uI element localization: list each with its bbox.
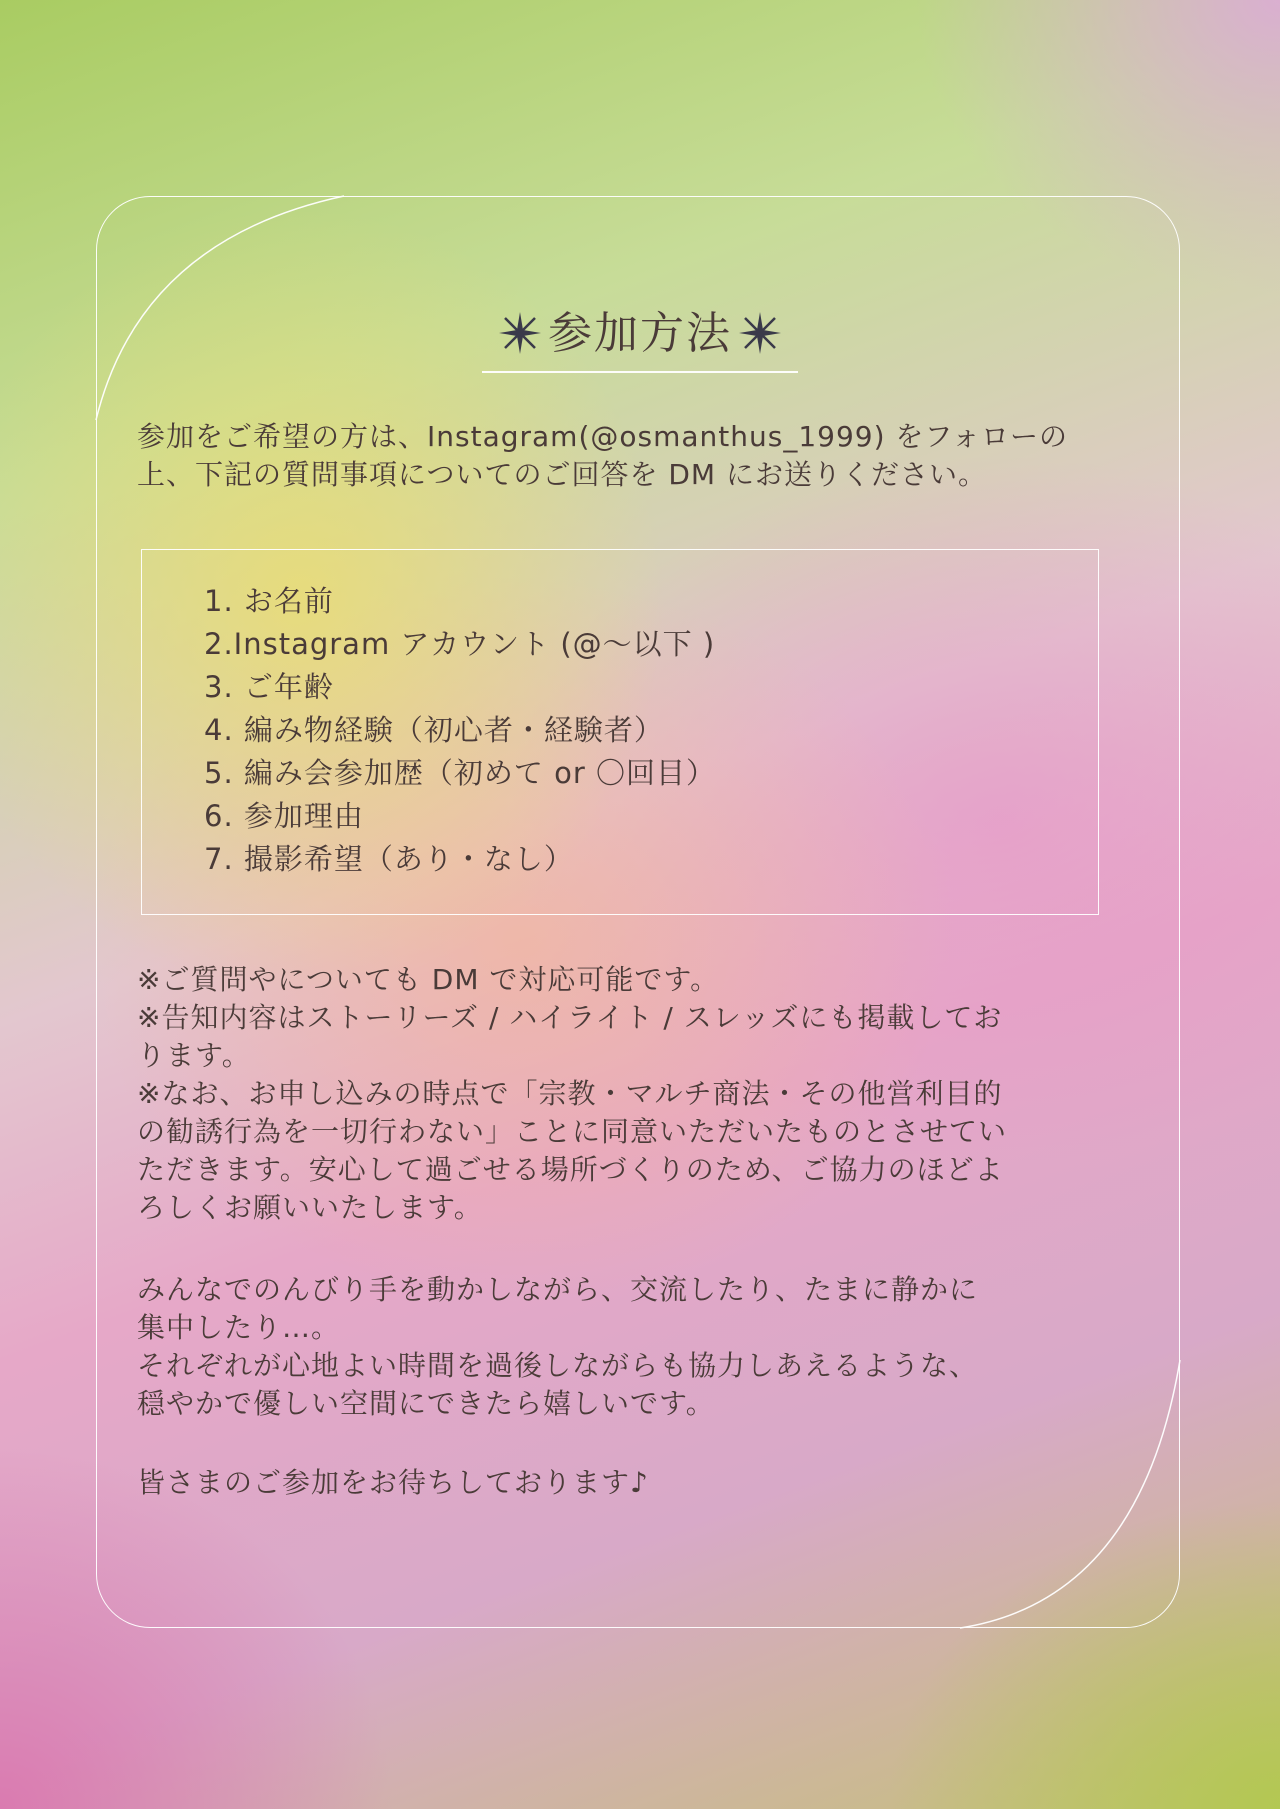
closing-line: みんなでのんびり手を動かしながら、交流したり、たまに静かに [137,1273,979,1306]
notes-section [137,961,1152,1227]
question-item: 1. お名前 [204,584,334,618]
intro-paragraph [137,418,1147,494]
signoff-text: 皆さまのご参加をお待ちしております♪ [137,1466,649,1499]
note-line: ※なお、お申し込みの時点で「宗教・マルチ商法・その他営利目的 [137,1077,1003,1110]
question-item: 6. 参加理由 [204,799,364,833]
page-title [482,308,798,373]
question-item: 2.Instagram アカウント (@〜以下 ) [204,627,716,661]
sparkle-star-icon [498,311,542,355]
note-line: の勧誘行為を一切行わない」ことに同意いただいたものとさせてい [137,1115,1008,1148]
note-line: ろしくお願いいたします。 [137,1191,483,1224]
sparkle-star-icon [738,311,782,355]
note-line: ります。 [137,1039,251,1072]
title-text: 参加方法 [548,308,732,359]
intro-line: 上、下記の質問事項についてのご回答を DM にお送りください。 [137,458,987,491]
note-line: ただきます。安心して過ごせる場所づくりのため、ご協力のほどよ [137,1153,1004,1186]
questions-box [141,549,1099,915]
closing-message [137,1271,1152,1423]
note-line: ※ご質問やについても DM で対応可能です。 [137,963,720,996]
note-line: ※告知内容はストーリーズ / ハイライト / スレッズにも掲載してお [137,1001,1003,1034]
closing-line: それぞれが心地よい時間を過後しながらも協力しあえるような、 [137,1349,979,1382]
question-item: 4. 編み物経験（初心者・経験者） [204,713,664,747]
question-list [204,580,716,881]
closing-line: 穏やかで優しい空間にできたら嬉しいです。 [137,1387,715,1420]
title-section [0,308,1280,373]
question-item: 7. 撮影希望（あり・なし） [204,842,574,876]
question-item: 3. ご年齢 [204,670,334,704]
closing-line: 集中したり…。 [137,1311,341,1344]
intro-line: 参加をご希望の方は、Instagram(@osmanthus_1999) をフォローの [137,420,1069,453]
question-item: 5. 編み会参加歴（初めて or 〇回目） [204,756,716,790]
